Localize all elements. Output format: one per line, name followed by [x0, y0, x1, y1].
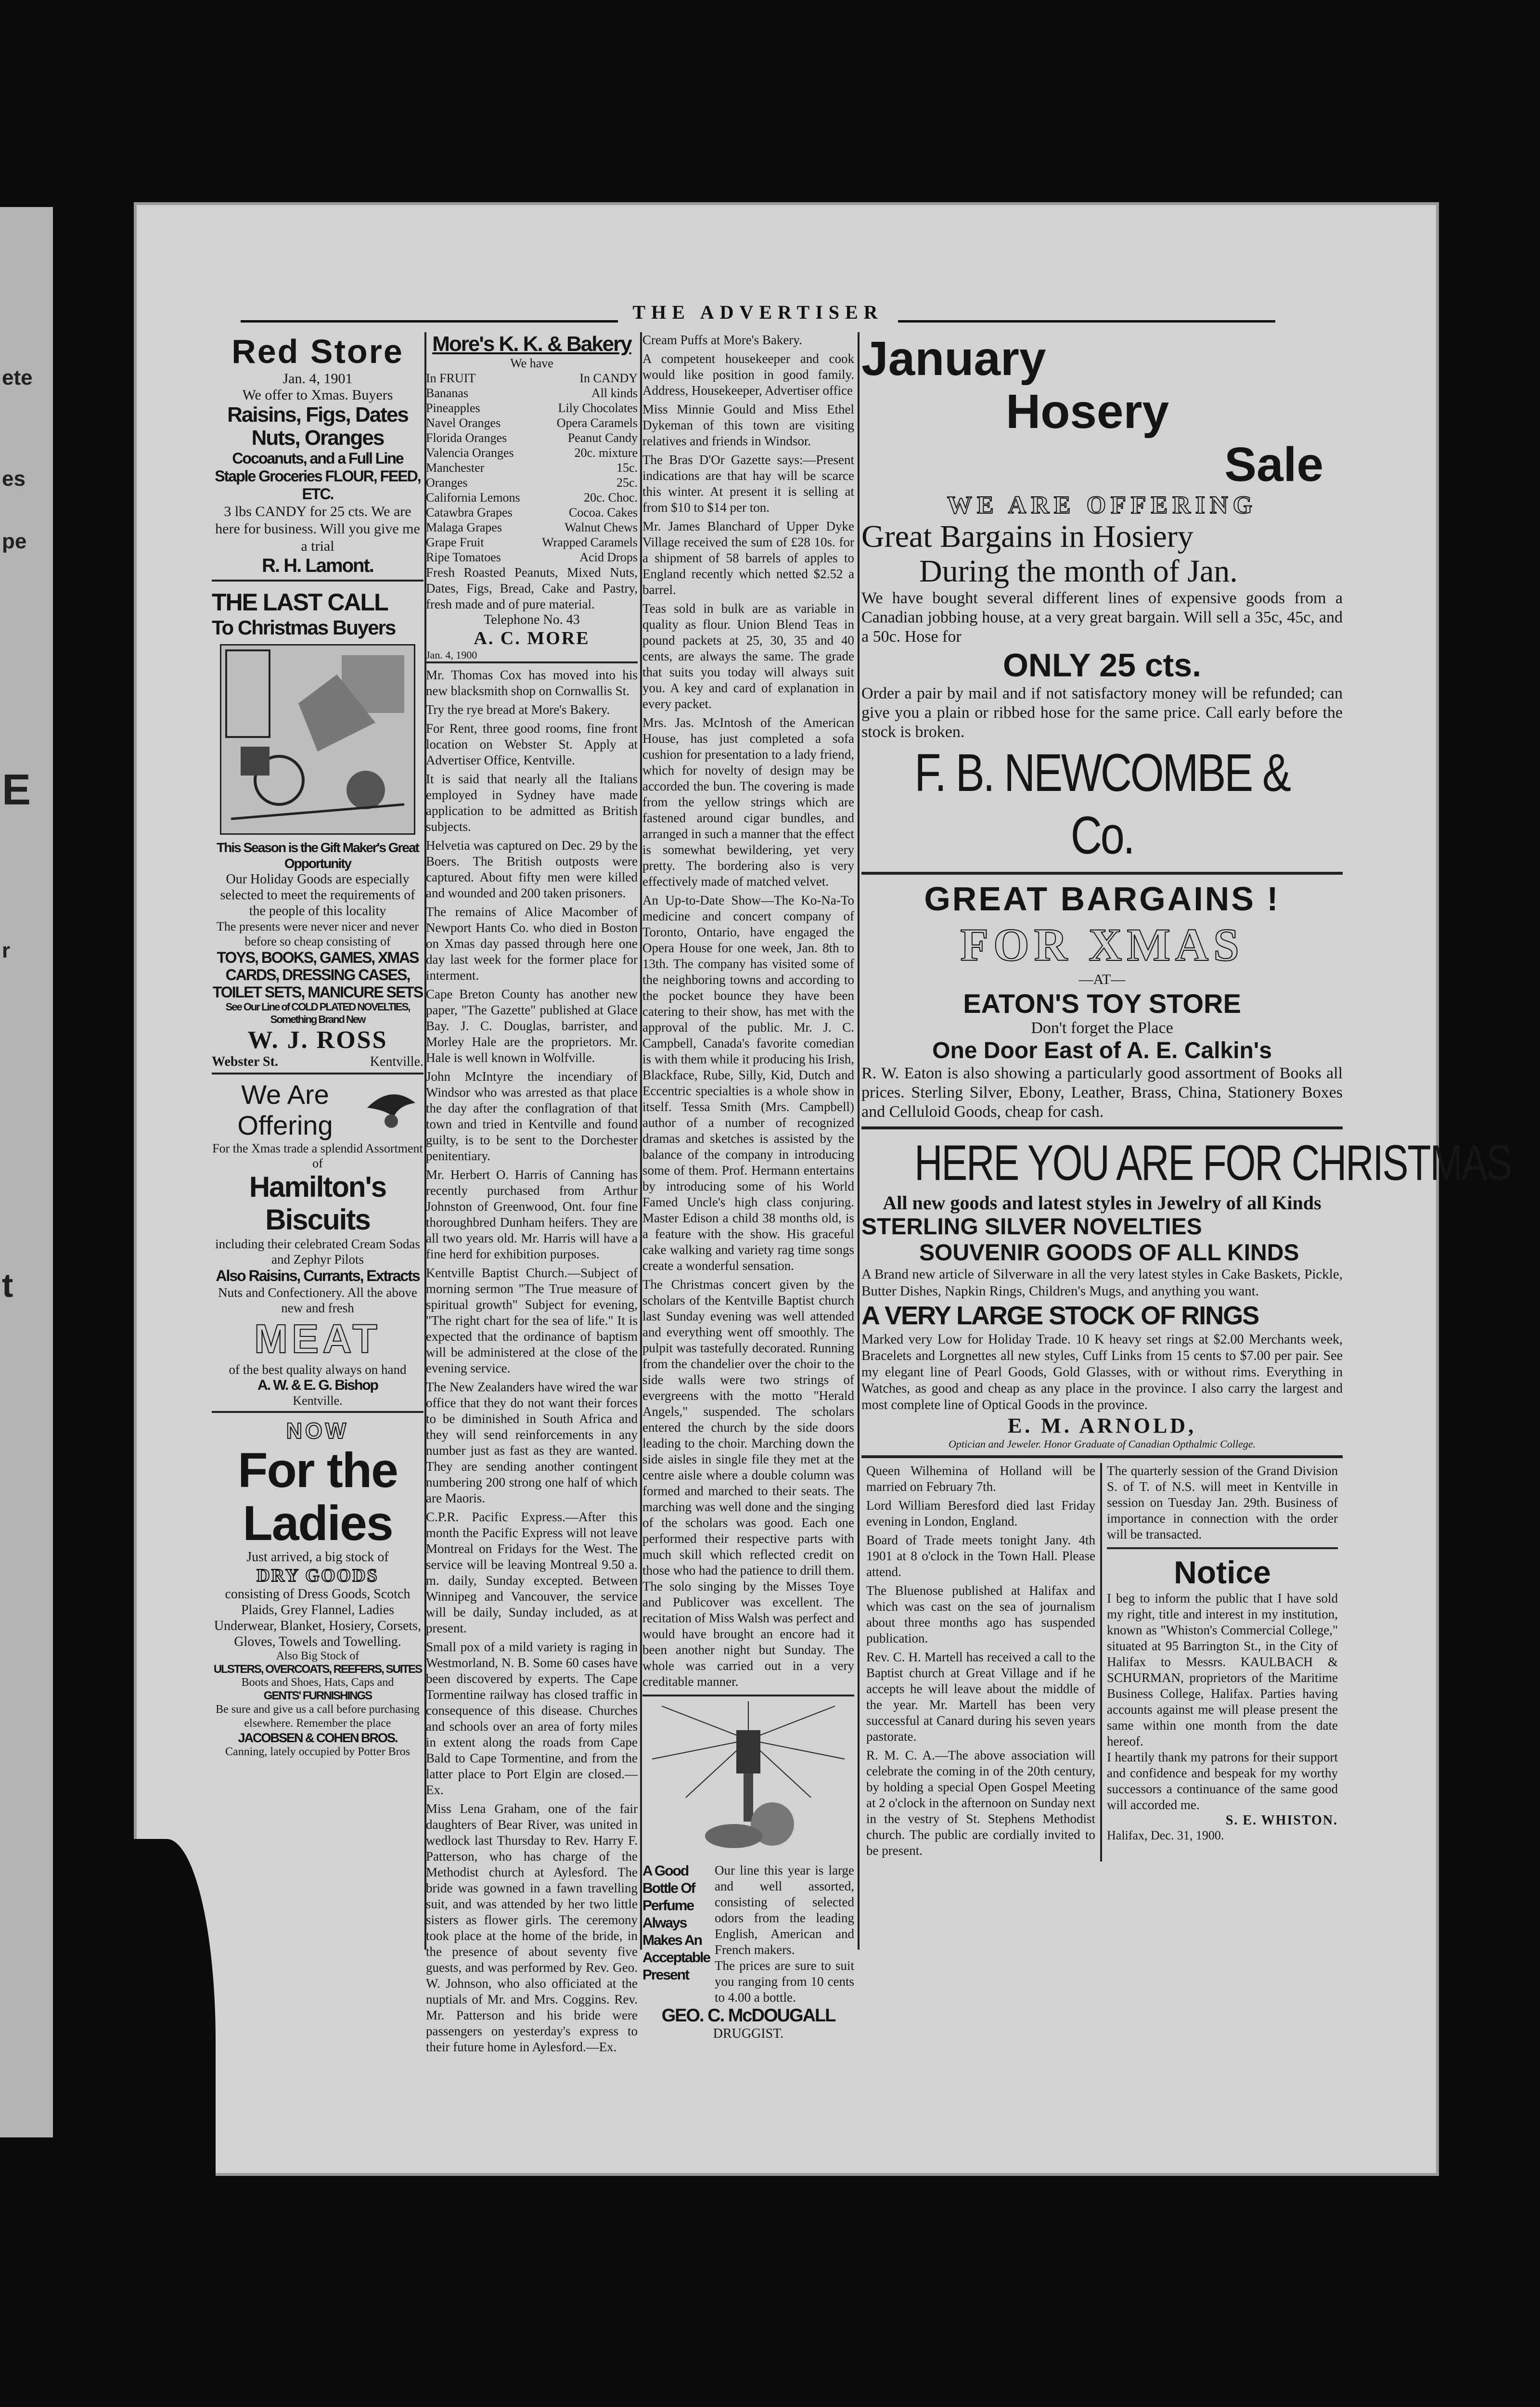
- news-item: Lord William Beresford died last Friday evening in London, England.: [866, 1498, 1095, 1528]
- perfume-lamp-illustration: [642, 1701, 854, 1860]
- fragment-text: r: [2, 939, 11, 962]
- fragment-text: E: [2, 766, 31, 814]
- ad-body: Order a pair by mail and if not satisfactory money will be refunded; can give you a plain or ribbed hose for the same price. Call early before the stock is broken.: [861, 685, 1343, 741]
- ad-signature: R. H. Lamont.: [212, 555, 424, 582]
- price-item: 15c.: [616, 461, 638, 475]
- divider: [861, 872, 1343, 875]
- news-item: The remains of Alice Macomber of Newport Hants Co. who died in Boston on Xmas day passed through here one day last week for the former place for interment.: [426, 905, 638, 983]
- eagle-icon: [365, 1084, 418, 1137]
- column-4: [861, 332, 1512, 1959]
- ad-body: A Brand new article of Silverware in all the very latest styles in Cake Baskets, Pickle, Butter Dishes, Napkin Rings, Children's Mugs, and anything you want.: [861, 1267, 1343, 1299]
- ad-body: Nuts and Confectionery. All the above new and fresh: [218, 1285, 417, 1315]
- ad-title: Sale: [1224, 438, 1323, 492]
- ad-at: —AT—: [1078, 971, 1126, 987]
- ad-price: ONLY 25 cts.: [1002, 647, 1202, 684]
- more-bakery-ad: [426, 332, 638, 663]
- ad-line: STERLING SILVER NOVELTIES: [861, 1214, 1202, 1240]
- news-item: Helvetia was captured on Dec. 29 by the Boers. The British outposts were captured. About fifty men were killed and wounded and 200 taken prisoners.: [426, 838, 638, 900]
- price-list: [426, 371, 638, 565]
- ad-title: DRUGGIST.: [713, 2026, 784, 2041]
- ad-headline: HERE YOU ARE FOR CHRISTMAS: [914, 1135, 1512, 1191]
- ad-title: Hosery: [1006, 385, 1169, 439]
- ad-signature: A. C. MORE: [474, 628, 590, 648]
- price-item: Navel Oranges: [426, 416, 501, 430]
- ad-sub: All new goods and latest styles in Jewelry of all Kinds: [883, 1192, 1322, 1214]
- ad-title: Red Store: [231, 333, 404, 370]
- price-item: In CANDY: [579, 371, 638, 385]
- ad-headline: Raisins, Figs, Dates Nuts, Oranges: [227, 403, 408, 450]
- ad-signature: A. W. & E. G. Bishop: [257, 1377, 378, 1393]
- fragment-text: t: [2, 1267, 13, 1304]
- ad-for-xmas: FOR XMAS: [960, 919, 1244, 971]
- column-2: [426, 332, 638, 2054]
- ad-address: Canning, lately occupied by Potter Bros: [225, 1746, 410, 1758]
- news-item: C.P.R. Pacific Express.—After this month the Pacific Express will not leave Montreal on Fridays for the West. The service will be leaving Montreal 9.50 a. m. daily, Sunday excepted. Between Winnipeg and Vancouver, the service will be daily, Sunday included, as at present.: [426, 1510, 638, 1635]
- price-item: Bananas: [426, 386, 469, 400]
- ad-body: consisting of Dress Goods, Scotch Plaids, Grey Flannel, Ladies Underwear, Blanket, Hosiery, Corsets, Gloves, Towels and Towelling.: [214, 1587, 422, 1649]
- notice-signature: S. E. WHISTON.: [1225, 1813, 1338, 1828]
- ad-intro: Just arrived, a big stock of: [246, 1550, 389, 1565]
- news-item: Try the rye bread at More's Bakery.: [426, 702, 610, 717]
- news-item: Cream Puffs at More's Bakery.: [642, 333, 802, 347]
- news-item: The Christmas concert given by the scholars of the Kentville Baptist church last Sunday evening was well attended and everything went off smoothly. The pulpit was tastefully decorated. Running from the chandelier over the choir to the side walls were two strings of evergreens with the motto "Herald Angels," suspended. The scholars entered the church by the side doors leading to the choir. Marching down the side aisles in single file they met at the centre aisle where a double column was formed and marched to their seats. The marching was well done and the singing of the scholars was good. Each one performed their respective parts with much skill which reflected credit on those who had the patience to drill them. The solo singing by the Misses Toye and Publicover was excellent. The recitation of Miss Walsh was perfect and would have brought an encore had it been another night but Sunday. The whole was carried out in a very creditable manner.: [642, 1277, 854, 1689]
- ad-tagline: This Season is the Gift Maker's Great Opportunity: [217, 840, 419, 871]
- price-item: 25c.: [616, 476, 638, 490]
- column-3: [642, 332, 854, 2041]
- fragment-text: es: [2, 467, 26, 491]
- price-item: 20c. mixture: [574, 446, 638, 460]
- news-item: Mr. Herbert O. Harris of Canning has recently purchased from Arthur Johnston of Greenwood, Ont. four fine thoroughbred Dunham heifers. They are all two years old. Mr. Harris will have a fine herd for exhibition purposes.: [426, 1167, 638, 1261]
- eaton-toy-store-ad: [861, 880, 1343, 1122]
- news-item: Kentville Baptist Church.—Subject of morning sermon "The True measure of spiritual growth" Subject for evening, "The right chart for the sea of life." It is expected that the ordinance of baptism will be administered at the close of the evening service.: [426, 1266, 638, 1375]
- red-store-ad: [212, 332, 424, 582]
- ad-headline: During the month of Jan.: [919, 554, 1238, 589]
- address-town: Kentville.: [370, 1054, 424, 1069]
- ad-date: Jan. 4, 1901: [282, 371, 353, 387]
- ad-title: THE LAST CALL: [212, 589, 388, 616]
- news-item: Queen Wilhemina of Holland will be married on February 7th.: [866, 1463, 1095, 1494]
- column-rule: [858, 332, 860, 1950]
- ad-now: NOW: [286, 1418, 349, 1443]
- ad-line: See Our Line of COLD PLATED NOVELTIES, Something Brand New: [225, 1001, 410, 1025]
- price-item: Cocoa. Cakes: [569, 505, 638, 519]
- news-item: For Rent, three good rooms, fine front location on Webster St. Apply at Advertiser Office, Kentville.: [426, 721, 638, 767]
- news-item: Rev. C. H. Martell has received a call to the Baptist church at Great Village and if he accepts he will leave about the middle of the year. Mr. Martell has been very successful at Canard during his seven years pastorate.: [866, 1650, 1095, 1744]
- news-item: Miss Minnie Gould and Miss Ethel Dykeman of this town are visiting relatives and friends in Windsor.: [642, 402, 854, 448]
- ad-intro: For the Xmas trade a splendid Assortment of: [212, 1141, 423, 1170]
- ad-items: ULSTERS, OVERCOATS, REEFERS, SUITES: [213, 1663, 422, 1676]
- price-item: In FRUIT: [426, 371, 476, 385]
- ad-body: of the best quality always on hand: [229, 1362, 407, 1377]
- ad-store: EATON'S TOY STORE: [963, 988, 1241, 1019]
- local-news: [866, 1463, 1095, 1859]
- price-item: Pineapples: [426, 401, 480, 415]
- ad-subtitle: To Christmas Buyers: [212, 616, 396, 639]
- news-item: A competent housekeeper and cook would like position in good family. Address, Housekeeper, Advertiser office: [642, 351, 854, 398]
- ad-address: [212, 1054, 424, 1074]
- adjacent-page-fragment: [0, 207, 53, 2137]
- ad-body: Be sure and give us a call before purchasing elsewhere. Remember the place: [216, 1703, 420, 1730]
- price-item: Wrapped Caramels: [542, 535, 638, 549]
- news-item: John McIntyre the incendiary of Windsor who was arrested as that place the day after the conflagration of that town and tried in Kentville and found guilty, is to be sent to the Dorchester penitentiary.: [426, 1069, 638, 1163]
- ad-telephone: Telephone No. 43: [484, 612, 580, 627]
- ad-meat: MEAT: [254, 1316, 381, 1361]
- price-item: Manchester Oranges: [426, 461, 485, 490]
- ad-title: We Are Offering: [237, 1079, 333, 1140]
- last-call-ad: [212, 588, 424, 1074]
- news-item: The New Zealanders have wired the war office that they do not want their forces to be diminished in South Africa and they will send reinforcements in any number just as fast as they are wanted. They are sending another contingent numbering 200 strong one half of which are Maoris.: [426, 1380, 638, 1505]
- ad-intro: We offer to Xmas. Buyers: [242, 387, 393, 403]
- ad-rings: A VERY LARGE STOCK OF RINGS: [861, 1301, 1259, 1330]
- news-item: Board of Trade meets tonight Jany. 4th 1901 at 8 o'clock in the Town Hall. Please attend.: [866, 1533, 1095, 1579]
- perfume-ad: [642, 1701, 854, 2042]
- column-rule: [640, 332, 642, 1950]
- ad-body: The presents were never nicer and never before so cheap consisting of: [216, 919, 419, 948]
- notice-date: Halifax, Dec. 31, 1900.: [1107, 1828, 1224, 1842]
- divider: [861, 1455, 1343, 1458]
- notice-body: I beg to inform the public that I have sold my right, title and interest in my institution, known as "Whiston's Commercial College," situated at 95 Barrington St., in the City of Halifax to Messrs. KAULBACH & SCHURMAN, proprietors of the Maritime Business College, Halifax. Parties having accounts against me will please present the same within one month from the date hereof.: [1107, 1591, 1338, 1748]
- ad-headline: Hamilton's Biscuits: [249, 1171, 386, 1236]
- news-item: An Up-to-Date Show—The Ko-Na-To medicine and concert company of Toronto, Ontario, have engaged the Opera House for one week, Jan. 8th to 13th. The company has visited some of the neighboring towns and according to the pocket bounce they have been catering to their show, has met with the approval of the public. Mr. J. C. Campbell, Canada's favorite comedian is with them while it producing his Irish, Blackface, Rube, Silly, Kid, Dutch and Eccentric specialties is a whole show in itself. Tessa Smith (Mrs. Campbell) author of a number of recognized dramas and sketches is assisted by the balance of the company in introducing some of them. Prof. Hermann entertains by introducing some of his World Famed Uncle's high class conjuring. Master Edison a child 38 months old, is a feature with the show. His graceful cake walking and variety rag time songs create a wonderful sensation.: [642, 893, 854, 1273]
- news-item: The Bras D'Or Gazette says:—Present indications are that hay will be scarce this winter. At present it is selling at from $10 to $14 per ton.: [642, 453, 854, 515]
- ad-gents: GENTS' FURNISHINGS: [263, 1689, 372, 1702]
- ad-body: We have bought several different lines of expensive goods from a Canadian jobbing house, at a very great bargain. Will sell a 35c, 45c, and a 50c. Hose for: [861, 589, 1343, 646]
- ad-body: 3 lbs CANDY for 25 cts. We are here for business. Will you give me a trial: [215, 504, 420, 554]
- news-item: R. M. C. A.—The above association will celebrate the coming in of the 20th century, by holding a special Open Gospel Meeting at 2 o'clock in the afternoon on Sunday next in the vestry of St. Stephens Methodist church. The public are cordially invited to be present.: [866, 1748, 1095, 1858]
- christmas-toys-illustration: [220, 644, 415, 835]
- ad-we-have: We have: [510, 356, 553, 370]
- ladies-ad: [212, 1418, 424, 1759]
- ad-also: Also Raisins, Currants, Extracts: [216, 1267, 420, 1284]
- arnold-jewelry-ad: [861, 1134, 1512, 1450]
- price-item: Florida Oranges: [426, 431, 507, 445]
- ad-headline: DRY GOODS: [257, 1566, 379, 1586]
- ad-title: For the Ladies: [238, 1443, 398, 1551]
- price-item: Lily Chocolates: [558, 401, 638, 415]
- masthead: THE ADVERTISER: [241, 301, 1275, 323]
- ad-forget: Don't forget the Place: [1031, 1019, 1173, 1037]
- grand-division-notice: The quarterly session of the Grand Division S. of T. of N.S. will meet in Kentville in session on Tuesday Jan. 29th. Business of importance in connection with the order will be transacted.: [1107, 1463, 1338, 1541]
- ad-line: SOUVENIR GOODS OF ALL KINDS: [919, 1240, 1299, 1266]
- ad-place: Kentville.: [212, 1394, 424, 1413]
- price-item: Malaga Grapes: [426, 520, 502, 534]
- ad-headline: Great Bargains in Hosiery: [861, 519, 1194, 554]
- notice-body: I heartily thank my patrons for their support and confidence and bespeak for my worthy successors a continuance of the same good will accorded me.: [1107, 1750, 1338, 1812]
- price-item: Valencia Oranges: [426, 446, 514, 460]
- ad-signature: E. M. ARNOLD,: [1007, 1414, 1197, 1437]
- price-item: Ripe Tomatoes: [426, 550, 501, 564]
- price-item: Walnut Chews: [565, 520, 638, 534]
- ad-headline: GREAT BARGAINS !: [924, 880, 1280, 918]
- local-news: [426, 667, 638, 2055]
- price-item: Acid Drops: [579, 550, 638, 564]
- news-item: Small pox of a mild variety is raging in Westmorland, N. B. Some 60 cases have been discovered by experts. The Cape Tormentine railway has closed traffic in consequence of this disease. Churches and schools over an area of forty miles in extent along the roads from Cape Bald to Cape Tormentine, and from the latter place to Port Elgin are closed.—Ex.: [426, 1640, 638, 1797]
- news-item: Teas sold in bulk are as variable in quality as flour. Union Blend Teas in pound packets at 25, 30, 35 and 40 cents, are always the same. The grade that suits you today will always suit you. A key and card of explanation in every packet.: [642, 601, 854, 711]
- price-item: 20c. Choc.: [584, 491, 638, 505]
- ad-signature: GEO. C. McDOUGALL: [661, 2006, 835, 2026]
- news-item: Mr. Thomas Cox has moved into his new blacksmith shop on Cornwallis St.: [426, 668, 638, 698]
- ad-date: Jan. 4, 1900: [426, 649, 638, 663]
- bottom-section: [861, 1463, 1343, 1862]
- ad-signature: W. J. ROSS: [247, 1026, 388, 1054]
- news-item: It is said that nearly all the Italians employed in Sydney have made application to be admitted as British subjects.: [426, 772, 638, 834]
- candy-list: [536, 371, 638, 565]
- price-item: Grape Fruit: [426, 535, 484, 549]
- fruit-list: [426, 371, 527, 565]
- divider: [1107, 1547, 1338, 1549]
- ad-offering: WE ARE OFFERING: [947, 492, 1258, 519]
- ad-items: TOYS, BOOKS, GAMES, XMAS CARDS, DRESSING CASES, TOILET SETS, MANICURE SETS: [212, 949, 423, 1001]
- ad-body: Our Holiday Goods are especially selected to meet the requirements of the people of this locality: [220, 872, 415, 919]
- ad-body: Fresh Roasted Peanuts, Mixed Nuts, Dates, Figs, Bread, Cake and Pastry, fresh made and of pure material.: [426, 565, 638, 611]
- fragment-text: ete: [2, 366, 33, 389]
- hosery-sale-ad: [861, 332, 1343, 867]
- ad-body: R. W. Eaton is also showing a particularly good assortment of Books all prices. Sterling Silver, Ebony, Leather, Brass, China, Stationery Boxes and Celluloid Goods, cheap for cash.: [861, 1064, 1343, 1121]
- column-1: [212, 332, 424, 2007]
- divider: [861, 1126, 1343, 1129]
- ad-location: One Door East of A. E. Calkin's: [932, 1038, 1272, 1063]
- ad-title: January: [861, 332, 1046, 386]
- price-item: All kinds: [591, 386, 638, 400]
- price-item: Peanut Candy: [567, 431, 638, 445]
- ad-subheadline: Cocoanuts, and a Full Line Staple Groceries FLOUR, FEED, ETC.: [215, 450, 421, 503]
- news-item: Cape Breton County has another new paper, "The Gazette" published at Glace Bay. J. C. Douglas, barrister, and Morley Hale are the proprietors. Mr. Hale is well known in Wolfville.: [426, 987, 638, 1065]
- divider: [642, 1695, 854, 1696]
- price-item: Opera Caramels: [556, 416, 638, 430]
- price-item: California Lemons: [426, 491, 520, 505]
- offering-ad: [212, 1079, 424, 1413]
- news-item: The Bluenose published at Halifax and which was cast on the sea of journalism about three months ago has suspended publication.: [866, 1583, 1095, 1645]
- ad-body: Boots and Shoes, Hats, Caps and: [241, 1676, 394, 1689]
- ad-also: Also Big Stock of: [276, 1650, 359, 1662]
- news-item: Mrs. Jas. McIntosh of the American House, has just completed a sofa cushion for presentation to a lady friend, which for novelty of design may be accorded the bun. The covering is made from the yellow strings which are fastened around cigar bundles, and arranged in such a manner that the effect is somewhat bewildering, yet very pretty. The bordering also is very effectively made of matched velvet.: [642, 715, 854, 889]
- fragment-text: pe: [2, 530, 27, 553]
- news-item: Mr. James Blanchard of Upper Dyke Village received the sum of £28 10s. for a shipment of 58 barrels of apples to England recently which netted $2.52 a barrel.: [642, 519, 854, 597]
- ad-headline: A Good Bottle Of Perfume Always Makes An Acceptable Present: [642, 1863, 710, 1983]
- news-item: Miss Lena Graham, one of the fair daughters of Bear River, was united in wedlock last Thursday to Rev. Harry F. Patterson, who has charge of the Methodist church at Aylesford. The bride was gowned in a fawn travelling suit, and was attended by her two little sisters as flower girls. The ceremony took place at the home of the bride, in the presence of about seventy five guests, and was performed by Rev. Geo. W. Johnson, who also officiated at the nuptials of Mr. and Mrs. Coggins. Rev. Mr. Patterson and his bride were passengers on yesterday's express to their future home in Aylesford.—Ex.: [426, 1801, 638, 2054]
- ad-signature: F. B. NEWCOMBE & Co.: [914, 743, 1290, 865]
- ad-signature: JACOBSEN & COHEN BROS.: [238, 1731, 398, 1745]
- local-news: [642, 332, 854, 1690]
- ad-title: Optician and Jeweler. Honor Graduate of Canadian Opthalmic College.: [949, 1438, 1256, 1450]
- ad-body: The prices are sure to suit you ranging from 10 cents to 4.00 a bottle.: [715, 1958, 854, 2005]
- ad-body: including their celebrated Cream Sodas and Zephyr Pilots: [215, 1237, 420, 1267]
- ad-body: Marked very Low for Holiday Trade. 10 K heavy set rings at $2.00 Merchants week, Bracelets and Lorgnettes all new styles, Cuff Links from 15 cents to $7.00 per pair. See my elegant line of Pearl Goods, Gold Glasses, with or without rims. Everything in Watches, as good and cheap as any place in the province. I also carry the largest and most complete line of Optical Goods in the province.: [861, 1332, 1343, 1412]
- address-street: Webster St.: [212, 1054, 278, 1069]
- ad-body: Our line this year is large and well assorted, consisting of selected odors from the leading English, American and French makers.: [715, 1863, 854, 1957]
- torn-corner: [134, 1839, 216, 2176]
- notice-title: Notice: [1174, 1554, 1271, 1590]
- ad-title: More's K. K. & Bakery: [432, 332, 631, 356]
- price-item: Catawbra Grapes: [426, 505, 513, 519]
